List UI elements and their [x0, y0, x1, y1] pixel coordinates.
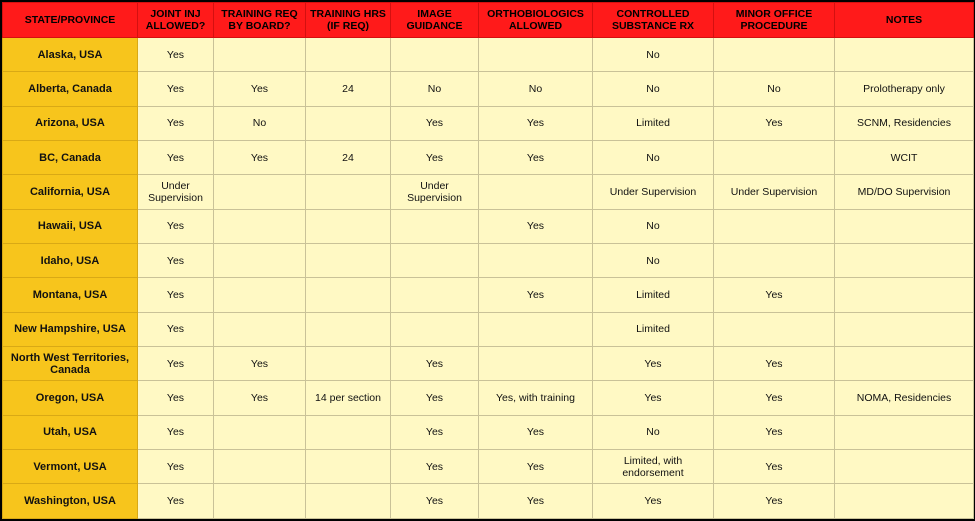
state-name-cell: Alberta, Canada	[3, 72, 138, 106]
cell-image-guidance: Yes	[391, 415, 479, 449]
table-frame	[2, 2, 973, 519]
cell-orthobiologics: Yes	[479, 106, 593, 140]
column-header-state: STATE/PROVINCE	[3, 3, 138, 38]
state-name-cell: Montana, USA	[3, 278, 138, 312]
cell-image-guidance	[391, 312, 479, 346]
state-name-cell: California, USA	[3, 175, 138, 209]
cell-joint-inj: Yes	[138, 278, 214, 312]
cell-controlled-substance: Limited	[593, 106, 714, 140]
cell-minor-office	[714, 38, 835, 72]
cell-training-hrs	[306, 106, 391, 140]
cell-image-guidance	[391, 278, 479, 312]
table-row	[3, 72, 974, 106]
cell-training-req	[214, 484, 306, 519]
state-name-cell: North West Territories, Canada	[3, 347, 138, 381]
cell-controlled-substance: Yes	[593, 484, 714, 519]
header-row	[3, 3, 974, 38]
cell-notes	[835, 415, 974, 449]
cell-controlled-substance: No	[593, 415, 714, 449]
cell-training-hrs	[306, 450, 391, 484]
cell-joint-inj: Yes	[138, 244, 214, 278]
column-header-image-guidance: IMAGE GUIDANCE	[391, 3, 479, 38]
cell-joint-inj: Yes	[138, 381, 214, 415]
table-row	[3, 209, 974, 243]
cell-minor-office: Yes	[714, 278, 835, 312]
state-name-cell: BC, Canada	[3, 141, 138, 175]
cell-image-guidance: Yes	[391, 450, 479, 484]
table-row	[3, 347, 974, 381]
cell-orthobiologics: Yes	[479, 209, 593, 243]
cell-controlled-substance: No	[593, 141, 714, 175]
cell-joint-inj: Yes	[138, 209, 214, 243]
cell-orthobiologics: Yes	[479, 141, 593, 175]
cell-image-guidance: No	[391, 72, 479, 106]
cell-controlled-substance: No	[593, 244, 714, 278]
cell-notes: Prolotherapy only	[835, 72, 974, 106]
cell-orthobiologics: Yes, with training	[479, 381, 593, 415]
cell-orthobiologics	[479, 175, 593, 209]
cell-joint-inj: Yes	[138, 312, 214, 346]
cell-joint-inj: Yes	[138, 38, 214, 72]
cell-notes	[835, 244, 974, 278]
cell-training-hrs	[306, 278, 391, 312]
cell-orthobiologics	[479, 347, 593, 381]
state-name-cell: Utah, USA	[3, 415, 138, 449]
cell-notes: MD/DO Supervision	[835, 175, 974, 209]
state-name-cell: Vermont, USA	[3, 450, 138, 484]
cell-training-req: Yes	[214, 381, 306, 415]
cell-minor-office: Yes	[714, 415, 835, 449]
cell-joint-inj: Yes	[138, 484, 214, 519]
cell-notes: NOMA, Residencies	[835, 381, 974, 415]
cell-training-req	[214, 38, 306, 72]
table-row	[3, 381, 974, 415]
cell-controlled-substance: Limited, with endorsement	[593, 450, 714, 484]
cell-training-req	[214, 415, 306, 449]
cell-training-req	[214, 278, 306, 312]
cell-notes	[835, 347, 974, 381]
cell-orthobiologics: Yes	[479, 415, 593, 449]
cell-training-req	[214, 312, 306, 346]
column-header-orthobiologics: ORTHOBIOLOGICS ALLOWED	[479, 3, 593, 38]
cell-controlled-substance: No	[593, 72, 714, 106]
column-header-notes: NOTES	[835, 3, 974, 38]
cell-training-hrs	[306, 38, 391, 72]
table-row	[3, 175, 974, 209]
cell-training-req: Yes	[214, 141, 306, 175]
table-body	[3, 38, 974, 519]
table-row	[3, 312, 974, 346]
cell-training-hrs	[306, 209, 391, 243]
cell-orthobiologics	[479, 244, 593, 278]
cell-minor-office: Under Supervision	[714, 175, 835, 209]
cell-controlled-substance: Under Supervision	[593, 175, 714, 209]
state-name-cell: New Hampshire, USA	[3, 312, 138, 346]
cell-minor-office: No	[714, 72, 835, 106]
cell-training-hrs	[306, 484, 391, 519]
column-header-training-req: TRAINING REQ BY BOARD?	[214, 3, 306, 38]
cell-controlled-substance: Limited	[593, 278, 714, 312]
cell-image-guidance	[391, 209, 479, 243]
cell-training-req	[214, 450, 306, 484]
state-name-cell: Oregon, USA	[3, 381, 138, 415]
cell-image-guidance	[391, 244, 479, 278]
cell-orthobiologics: Yes	[479, 278, 593, 312]
table-row	[3, 38, 974, 72]
cell-notes	[835, 312, 974, 346]
cell-joint-inj: Yes	[138, 141, 214, 175]
state-name-cell: Alaska, USA	[3, 38, 138, 72]
cell-minor-office: Yes	[714, 381, 835, 415]
cell-training-req: Yes	[214, 72, 306, 106]
cell-notes	[835, 38, 974, 72]
table-row	[3, 415, 974, 449]
cell-training-hrs	[306, 347, 391, 381]
state-name-cell: Hawaii, USA	[3, 209, 138, 243]
cell-minor-office	[714, 141, 835, 175]
column-header-joint-inj: JOINT INJ ALLOWED?	[138, 3, 214, 38]
table-row	[3, 278, 974, 312]
cell-training-hrs	[306, 415, 391, 449]
cell-joint-inj: Yes	[138, 106, 214, 140]
cell-controlled-substance: Yes	[593, 381, 714, 415]
cell-notes: SCNM, Residencies	[835, 106, 974, 140]
cell-joint-inj: Yes	[138, 415, 214, 449]
cell-image-guidance: Yes	[391, 106, 479, 140]
cell-training-hrs	[306, 175, 391, 209]
table-row	[3, 141, 974, 175]
cell-joint-inj: Under Supervision	[138, 175, 214, 209]
cell-image-guidance: Yes	[391, 347, 479, 381]
cell-controlled-substance: No	[593, 38, 714, 72]
cell-image-guidance: Yes	[391, 141, 479, 175]
column-header-minor-office: MINOR OFFICE PROCEDURE	[714, 3, 835, 38]
cell-orthobiologics	[479, 38, 593, 72]
cell-minor-office: Yes	[714, 484, 835, 519]
cell-training-hrs: 24	[306, 141, 391, 175]
cell-image-guidance: Under Supervision	[391, 175, 479, 209]
state-name-cell: Washington, USA	[3, 484, 138, 519]
cell-joint-inj: Yes	[138, 450, 214, 484]
cell-joint-inj: Yes	[138, 72, 214, 106]
cell-image-guidance	[391, 38, 479, 72]
cell-training-hrs	[306, 244, 391, 278]
table-row	[3, 106, 974, 140]
cell-controlled-substance: Limited	[593, 312, 714, 346]
state-name-cell: Idaho, USA	[3, 244, 138, 278]
cell-minor-office	[714, 244, 835, 278]
table-row	[3, 484, 974, 519]
table-row	[3, 244, 974, 278]
cell-training-req: No	[214, 106, 306, 140]
cell-minor-office: Yes	[714, 106, 835, 140]
cell-notes	[835, 278, 974, 312]
cell-minor-office: Yes	[714, 347, 835, 381]
cell-training-hrs: 14 per section	[306, 381, 391, 415]
cell-joint-inj: Yes	[138, 347, 214, 381]
cell-training-hrs	[306, 312, 391, 346]
cell-notes	[835, 450, 974, 484]
cell-notes: WCIT	[835, 141, 974, 175]
cell-image-guidance: Yes	[391, 484, 479, 519]
cell-orthobiologics	[479, 312, 593, 346]
cell-notes	[835, 209, 974, 243]
cell-image-guidance: Yes	[391, 381, 479, 415]
cell-training-req	[214, 209, 306, 243]
column-header-training-hrs: TRAINING HRS (IF REQ)	[306, 3, 391, 38]
cell-controlled-substance: Yes	[593, 347, 714, 381]
state-name-cell: Arizona, USA	[3, 106, 138, 140]
cell-controlled-substance: No	[593, 209, 714, 243]
table-row	[3, 450, 974, 484]
cell-training-req	[214, 175, 306, 209]
cell-minor-office: Yes	[714, 450, 835, 484]
cell-orthobiologics: Yes	[479, 450, 593, 484]
cell-orthobiologics: Yes	[479, 484, 593, 519]
cell-training-hrs: 24	[306, 72, 391, 106]
cell-minor-office	[714, 312, 835, 346]
cell-training-req	[214, 244, 306, 278]
cell-notes	[835, 484, 974, 519]
column-header-controlled-substance: CONTROLLED SUBSTANCE RX	[593, 3, 714, 38]
cell-minor-office	[714, 209, 835, 243]
cell-orthobiologics: No	[479, 72, 593, 106]
cell-training-req: Yes	[214, 347, 306, 381]
regulations-table	[2, 2, 974, 519]
